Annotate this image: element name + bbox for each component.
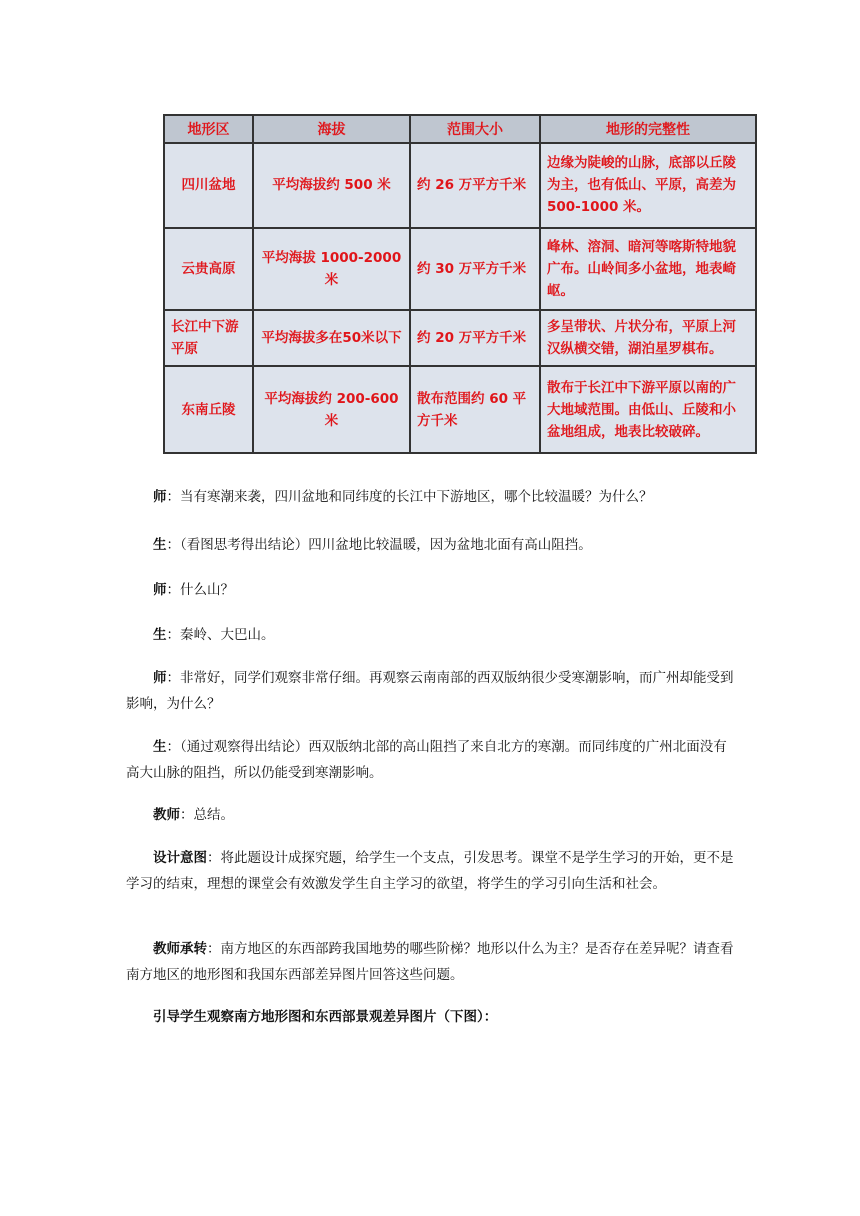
header-elevation: 海拔 (253, 115, 410, 143)
table-cell: 多呈带状、片状分布，平原上河汉纵横交错，湖泊星罗棋布。 (540, 310, 756, 366)
table-cell: 峰林、溶洞、暗河等喀斯特地貌广布。山岭间多小盆地，地表崎岖。 (540, 228, 756, 311)
paragraph-student-answer (126, 622, 740, 648)
paragraph-teacher-question (126, 665, 740, 717)
speaker-label: 师 (153, 670, 167, 686)
table-row (164, 310, 756, 366)
paragraph-teacher-question (126, 577, 740, 603)
speaker-label: 生 (153, 537, 167, 553)
paragraph-text: ：（通过观察得出结论）西双版纳北部的高山阻挡了来自北方的寒潮。而同纬度的广州北面没有高大山脉的阻挡，所以仍能受到寒潮影响。 (126, 739, 727, 781)
speaker-label: 生 (153, 739, 167, 755)
table-cell: 平均海拔 1000-2000 米 (253, 228, 410, 311)
table-cell: 平均海拔多在50米以下 (253, 310, 410, 366)
paragraph-design-intent (126, 845, 740, 897)
paragraph-text: ：（看图思考得出结论）四川盆地比较温暖，因为盆地北面有高山阻挡。 (166, 537, 592, 553)
paragraph-guide-observation (126, 1004, 740, 1030)
speaker-label: 师 (153, 489, 167, 505)
table-cell: 平均海拔约 200-600 米 (253, 366, 410, 453)
table-cell: 散布范围约 60 平方千米 (410, 366, 540, 453)
paragraph-text: ：非常好，同学们观察非常仔细。再观察云南南部的西双版纳很少受寒潮影响，而广州却能受到影响，为什么？ (126, 670, 734, 712)
table-row (164, 143, 756, 228)
header-terrain-region: 地形区 (164, 115, 253, 143)
header-area: 范围大小 (410, 115, 540, 143)
table-cell: 平均海拔约 500 米 (253, 143, 410, 228)
table-cell: 东南丘陵 (164, 366, 253, 453)
speaker-label: 师 (153, 582, 167, 598)
speaker-label: 引导学生观察南方地形图和东西部景观差异图片（下图）： (153, 1009, 498, 1025)
paragraph-text: ：南方地区的东西部跨我国地势的哪些阶梯？地形以什么为主？是否存在差异呢？请查看南方地区的地形图和我国东西部差异图片回答这些问题。 (126, 941, 734, 983)
paragraph-student-answer (126, 532, 740, 558)
paragraph-text: ：总结。 (180, 807, 234, 823)
speaker-label: 教师 (153, 807, 180, 823)
paragraph-student-answer (126, 734, 740, 786)
paragraph-text: ：什么山？ (166, 582, 234, 598)
paragraph-text: ：秦岭、大巴山。 (166, 627, 275, 643)
table-cell: 散布于长江中下游平原以南的广大地域范围。由低山、丘陵和小盆地组成，地表比较破碎。 (540, 366, 756, 453)
speaker-label: 教师承转 (153, 941, 207, 957)
table-cell: 边缘为陡峻的山脉，底部以丘陵为主，也有低山、平原，高差为500-1000 米。 (540, 143, 756, 228)
table-cell: 约 20 万平方千米 (410, 310, 540, 366)
table-header-row (164, 115, 756, 143)
terrain-table (163, 114, 757, 454)
table-cell: 四川盆地 (164, 143, 253, 228)
paragraph-text: ：当有寒潮来袭，四川盆地和同纬度的长江中下游地区，哪个比较温暖？为什么？ (166, 489, 653, 505)
paragraph-teacher-question (126, 484, 740, 510)
table-cell: 约 26 万平方千米 (410, 143, 540, 228)
table-cell: 云贵高原 (164, 228, 253, 311)
speaker-label: 生 (153, 627, 167, 643)
table-cell: 长江中下游平原 (164, 310, 253, 366)
header-terrain-integrity: 地形的完整性 (540, 115, 756, 143)
table-row (164, 228, 756, 311)
table-row (164, 366, 756, 453)
paragraph-teacher-transition (126, 936, 740, 988)
speaker-label: 设计意图 (153, 850, 207, 866)
table-cell: 约 30 万平方千米 (410, 228, 540, 311)
paragraph-text: ：将此题设计成探究题，给学生一个支点，引发思考。课堂不是学生学习的开始，更不是学习的结束，理想的课堂会有效激发学生自主学习的欲望，将学生的学习引向生活和社会。 (126, 850, 734, 892)
paragraph-teacher-summary (126, 802, 740, 828)
